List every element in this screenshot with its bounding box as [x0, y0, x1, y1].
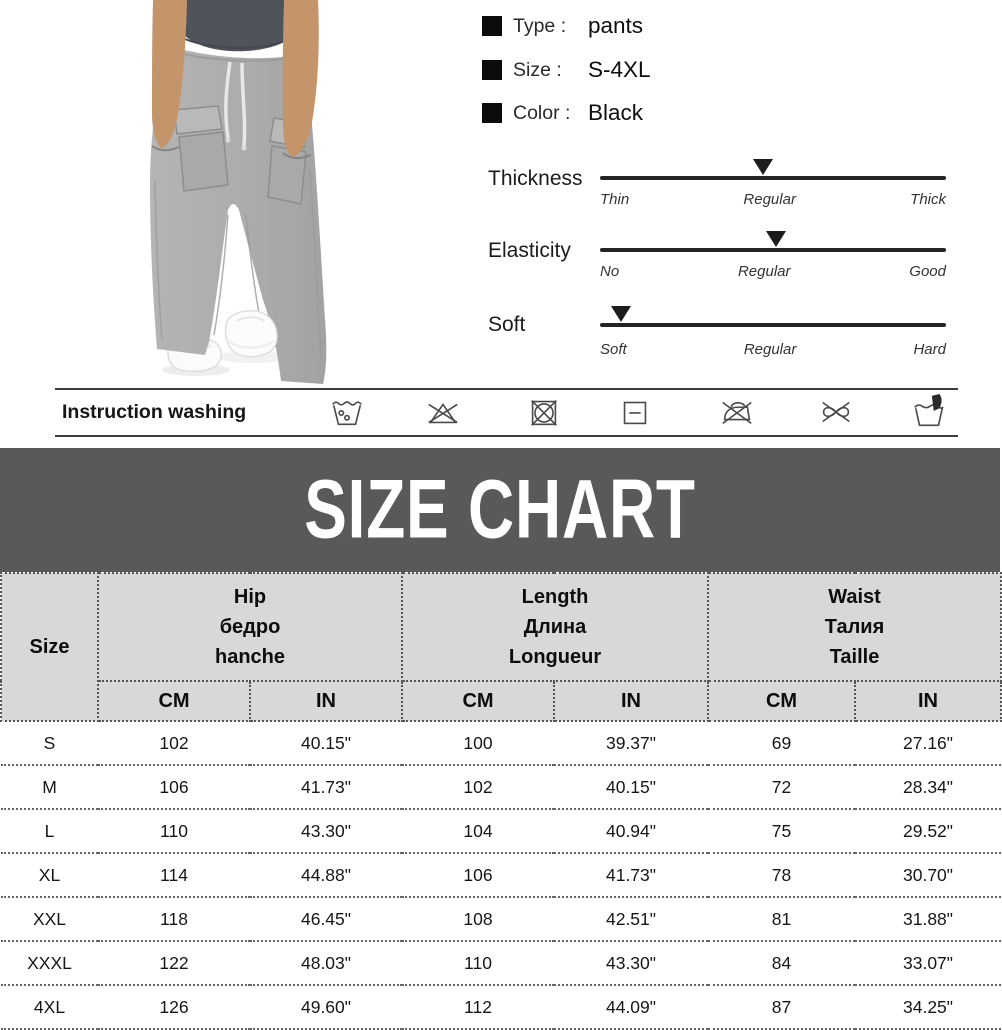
- size-label-cell: XL: [1, 853, 98, 897]
- size-cell: 42.51": [554, 897, 708, 941]
- size-cell: 31.88": [855, 897, 1001, 941]
- size-label-cell: L: [1, 809, 98, 853]
- size-row: [1, 721, 1001, 765]
- size-cell: 122: [98, 941, 250, 985]
- size-label-cell: M: [1, 765, 98, 809]
- thickness-slider-labels: [600, 191, 946, 208]
- size-label-cell: XXL: [1, 897, 98, 941]
- group-header-line: Waist: [828, 586, 881, 608]
- unit-header-cm: CM: [402, 681, 554, 721]
- do-not-wring-icon: [817, 393, 855, 431]
- square-bullet-icon: [482, 60, 502, 80]
- size-cell: 84: [708, 941, 855, 985]
- attribute-label: Color :: [513, 101, 571, 124]
- unit-header-row: [1, 681, 1001, 721]
- hand-wash-icon: [910, 393, 948, 431]
- size-cell: 43.30": [250, 809, 402, 853]
- size-cell: 33.07": [855, 941, 1001, 985]
- size-row: [1, 853, 1001, 897]
- group-header-line: Длина: [523, 616, 587, 638]
- size-cell: 41.73": [554, 853, 708, 897]
- attribute-row-size: [482, 56, 651, 84]
- size-label-cell: XXXL: [1, 941, 98, 985]
- size-cell: 87: [708, 985, 855, 1029]
- size-cell: 106: [402, 853, 554, 897]
- size-cell: 106: [98, 765, 250, 809]
- size-cell: 43.30": [554, 941, 708, 985]
- attribute-value: S-4XL: [588, 57, 651, 82]
- slider-label-mid: Regular: [737, 263, 791, 280]
- size-cell: 114: [98, 853, 250, 897]
- divider: [55, 435, 958, 437]
- group-header-line: бедро: [219, 616, 281, 638]
- slider-label-left: Soft: [600, 341, 627, 358]
- product-photo: [60, 0, 420, 390]
- size-cell: 100: [402, 721, 554, 765]
- slider-label-right: Hard: [913, 341, 946, 358]
- slider-label-mid: Regular: [743, 341, 797, 358]
- waist-group-header: [708, 573, 1001, 681]
- square-bullet-icon: [482, 16, 502, 36]
- size-cell: 46.45": [250, 897, 402, 941]
- size-cell: 102: [402, 765, 554, 809]
- size-row: [1, 765, 1001, 809]
- size-cell: 49.60": [250, 985, 402, 1029]
- size-cell: 28.34": [855, 765, 1001, 809]
- group-header-line: Length: [521, 586, 589, 608]
- size-cell: 40.94": [554, 809, 708, 853]
- dry-flat-icon: [616, 393, 654, 431]
- machine-wash-icon: [328, 393, 366, 431]
- model-wearing-pants-illustration: [60, 0, 420, 390]
- size-cell: 39.37": [554, 721, 708, 765]
- unit-header-in: IN: [554, 681, 708, 721]
- slider-marker-icon: [611, 306, 631, 322]
- size-cell: 72: [708, 765, 855, 809]
- size-cell: 30.70": [855, 853, 1001, 897]
- size-cell: 81: [708, 897, 855, 941]
- divider: [55, 388, 958, 390]
- size-label-cell: S: [1, 721, 98, 765]
- do-not-iron-icon: [718, 393, 756, 431]
- size-row: [1, 809, 1001, 853]
- elasticity-slider-track: [600, 248, 946, 252]
- attribute-row-type: [482, 12, 643, 40]
- size-label-cell: 4XL: [1, 985, 98, 1029]
- size-row: [1, 897, 1001, 941]
- unit-header-in: IN: [855, 681, 1001, 721]
- washing-title: Instruction washing: [62, 401, 247, 423]
- slider-marker-icon: [753, 159, 773, 175]
- slider-label-right: Good: [909, 263, 946, 280]
- size-table: [0, 572, 1002, 1030]
- size-cell: 78: [708, 853, 855, 897]
- size-cell: 118: [98, 897, 250, 941]
- do-not-tumble-dry-icon: [525, 393, 563, 431]
- size-column-header: Size: [1, 573, 98, 721]
- soft-slider-labels: [600, 341, 946, 358]
- slider-name-thickness: Thickness: [488, 167, 583, 190]
- attribute-value: pants: [588, 13, 644, 38]
- attribute-label: Type :: [513, 14, 567, 37]
- length-group-header: [402, 573, 708, 681]
- size-cell: 110: [402, 941, 554, 985]
- unit-header-in: IN: [250, 681, 402, 721]
- size-cell: 29.52": [855, 809, 1001, 853]
- size-cell: 69: [708, 721, 855, 765]
- size-cell: 40.15": [554, 765, 708, 809]
- size-cell: 40.15": [250, 721, 402, 765]
- slider-name-elasticity: Elasticity: [488, 239, 571, 262]
- attribute-row-color: [482, 99, 643, 127]
- size-cell: 104: [402, 809, 554, 853]
- slider-label-left: Thin: [600, 191, 630, 208]
- size-chart-banner: [0, 448, 1000, 572]
- size-cell: 44.88": [250, 853, 402, 897]
- slider-label-left: No: [600, 263, 620, 280]
- slider-marker-icon: [766, 231, 786, 247]
- group-header-line: Hip: [233, 586, 267, 608]
- size-chart-title: SIZE CHART: [304, 463, 696, 556]
- unit-header-cm: CM: [708, 681, 855, 721]
- slider-name-soft: Soft: [488, 313, 526, 336]
- group-header-row: [1, 573, 1001, 681]
- size-cell: 110: [98, 809, 250, 853]
- unit-header-cm: CM: [98, 681, 250, 721]
- size-cell: 27.16": [855, 721, 1001, 765]
- elasticity-slider-labels: [600, 263, 946, 280]
- slider-label-right: Thick: [910, 191, 946, 208]
- slider-label-mid: Regular: [743, 191, 796, 208]
- do-not-bleach-icon: [424, 393, 462, 431]
- attribute-label: Size :: [513, 58, 562, 81]
- group-header-line: Longueur: [508, 646, 602, 668]
- soft-slider-track: [600, 323, 946, 327]
- thickness-slider-track: [600, 176, 946, 180]
- size-cell: 126: [98, 985, 250, 1029]
- size-cell: 75: [708, 809, 855, 853]
- hip-group-header: [98, 573, 402, 681]
- size-cell: 108: [402, 897, 554, 941]
- attribute-value: Black: [588, 100, 644, 125]
- size-cell: 41.73": [250, 765, 402, 809]
- square-bullet-icon: [482, 103, 502, 123]
- group-header-line: Талия: [824, 616, 885, 638]
- size-row: [1, 985, 1001, 1029]
- size-cell: 34.25": [855, 985, 1001, 1029]
- size-cell: 48.03": [250, 941, 402, 985]
- size-cell: 112: [402, 985, 554, 1029]
- size-cell: 44.09": [554, 985, 708, 1029]
- group-header-line: hanche: [214, 646, 286, 668]
- group-header-line: Taille: [829, 646, 880, 668]
- size-row: [1, 941, 1001, 985]
- size-cell: 102: [98, 721, 250, 765]
